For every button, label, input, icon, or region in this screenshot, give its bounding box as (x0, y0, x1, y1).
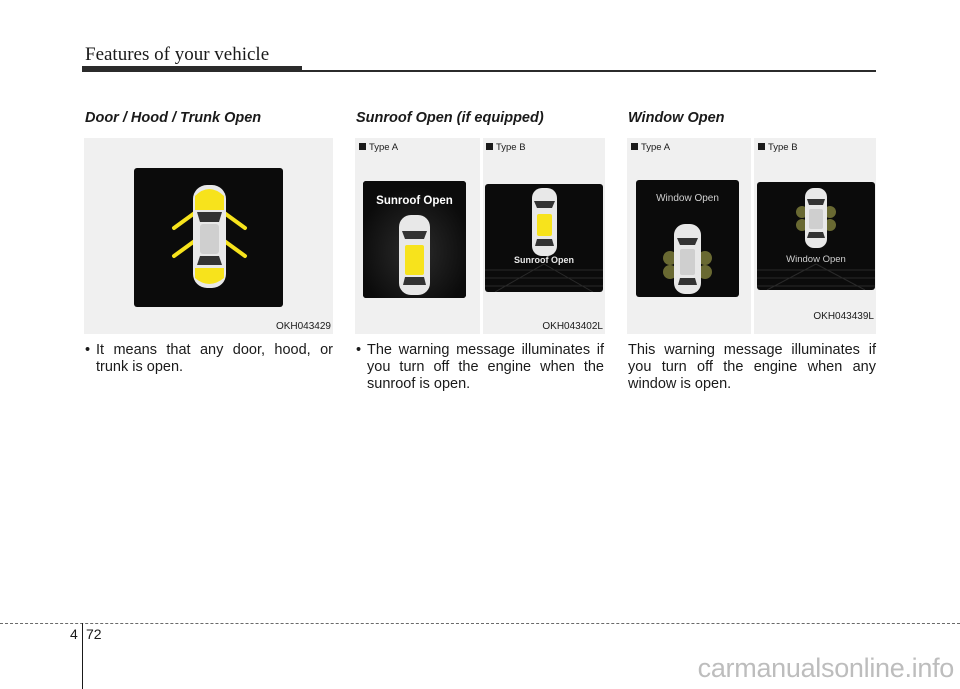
screen-message: Sunroof Open (376, 195, 453, 207)
square-bullet-icon (359, 143, 366, 150)
screen-message: Sunroof Open (514, 255, 574, 265)
header-rule (82, 70, 876, 72)
screen-message: Window Open (786, 254, 846, 265)
figure-code: OKH043439L (813, 311, 874, 322)
square-bullet-icon (631, 143, 638, 150)
footer-rule (0, 623, 960, 624)
watermark: carmanualsonline.info (697, 653, 954, 683)
section-title-window-open: Window Open (628, 110, 725, 126)
footer-divider (82, 623, 83, 689)
chapter-number: 4 (70, 626, 78, 642)
window-display-type-a (636, 180, 739, 297)
car-windows-open-icon (757, 182, 875, 290)
figure-door-open (84, 138, 333, 334)
sunroof-open-description: • The warning message illuminates if you turn off the engine when the sunroof is open. (356, 342, 604, 392)
section-title-door-open: Door / Hood / Trunk Open (85, 110, 262, 126)
type-a-label: Type A (631, 142, 670, 153)
page-number: 72 (86, 626, 102, 642)
bullet-icon: • (85, 342, 91, 358)
type-a-label: Type A (359, 142, 398, 153)
door-open-display (134, 168, 283, 307)
car-doors-open-icon (134, 168, 283, 307)
figure-code: OKH043402L (542, 321, 603, 332)
sunroof-display-type-b (485, 184, 603, 292)
bullet-icon: • (356, 342, 362, 358)
figure-code: OKH043429 (275, 321, 331, 332)
square-bullet-icon (758, 143, 765, 150)
figure-window-open (627, 138, 876, 334)
door-open-description: • It means that any door, hood, or trunk is open. (85, 342, 333, 375)
type-b-label: Type B (486, 142, 526, 153)
figure-divider (480, 138, 483, 334)
sunroof-display-type-a (363, 181, 466, 298)
window-display-type-b (757, 182, 875, 290)
section-title-sunroof-open: Sunroof Open (if equipped) (356, 110, 544, 126)
car-sunroof-icon (485, 184, 603, 292)
figure-divider (751, 138, 754, 334)
square-bullet-icon (486, 143, 493, 150)
type-b-label: Type B (758, 142, 798, 153)
page-header-title: Features of your vehicle (85, 44, 270, 65)
window-open-description: This warning message illuminates if you turn off the engine when any window is open. (628, 342, 876, 392)
figure-sunroof-open (355, 138, 605, 334)
screen-message: Window Open (656, 193, 719, 204)
